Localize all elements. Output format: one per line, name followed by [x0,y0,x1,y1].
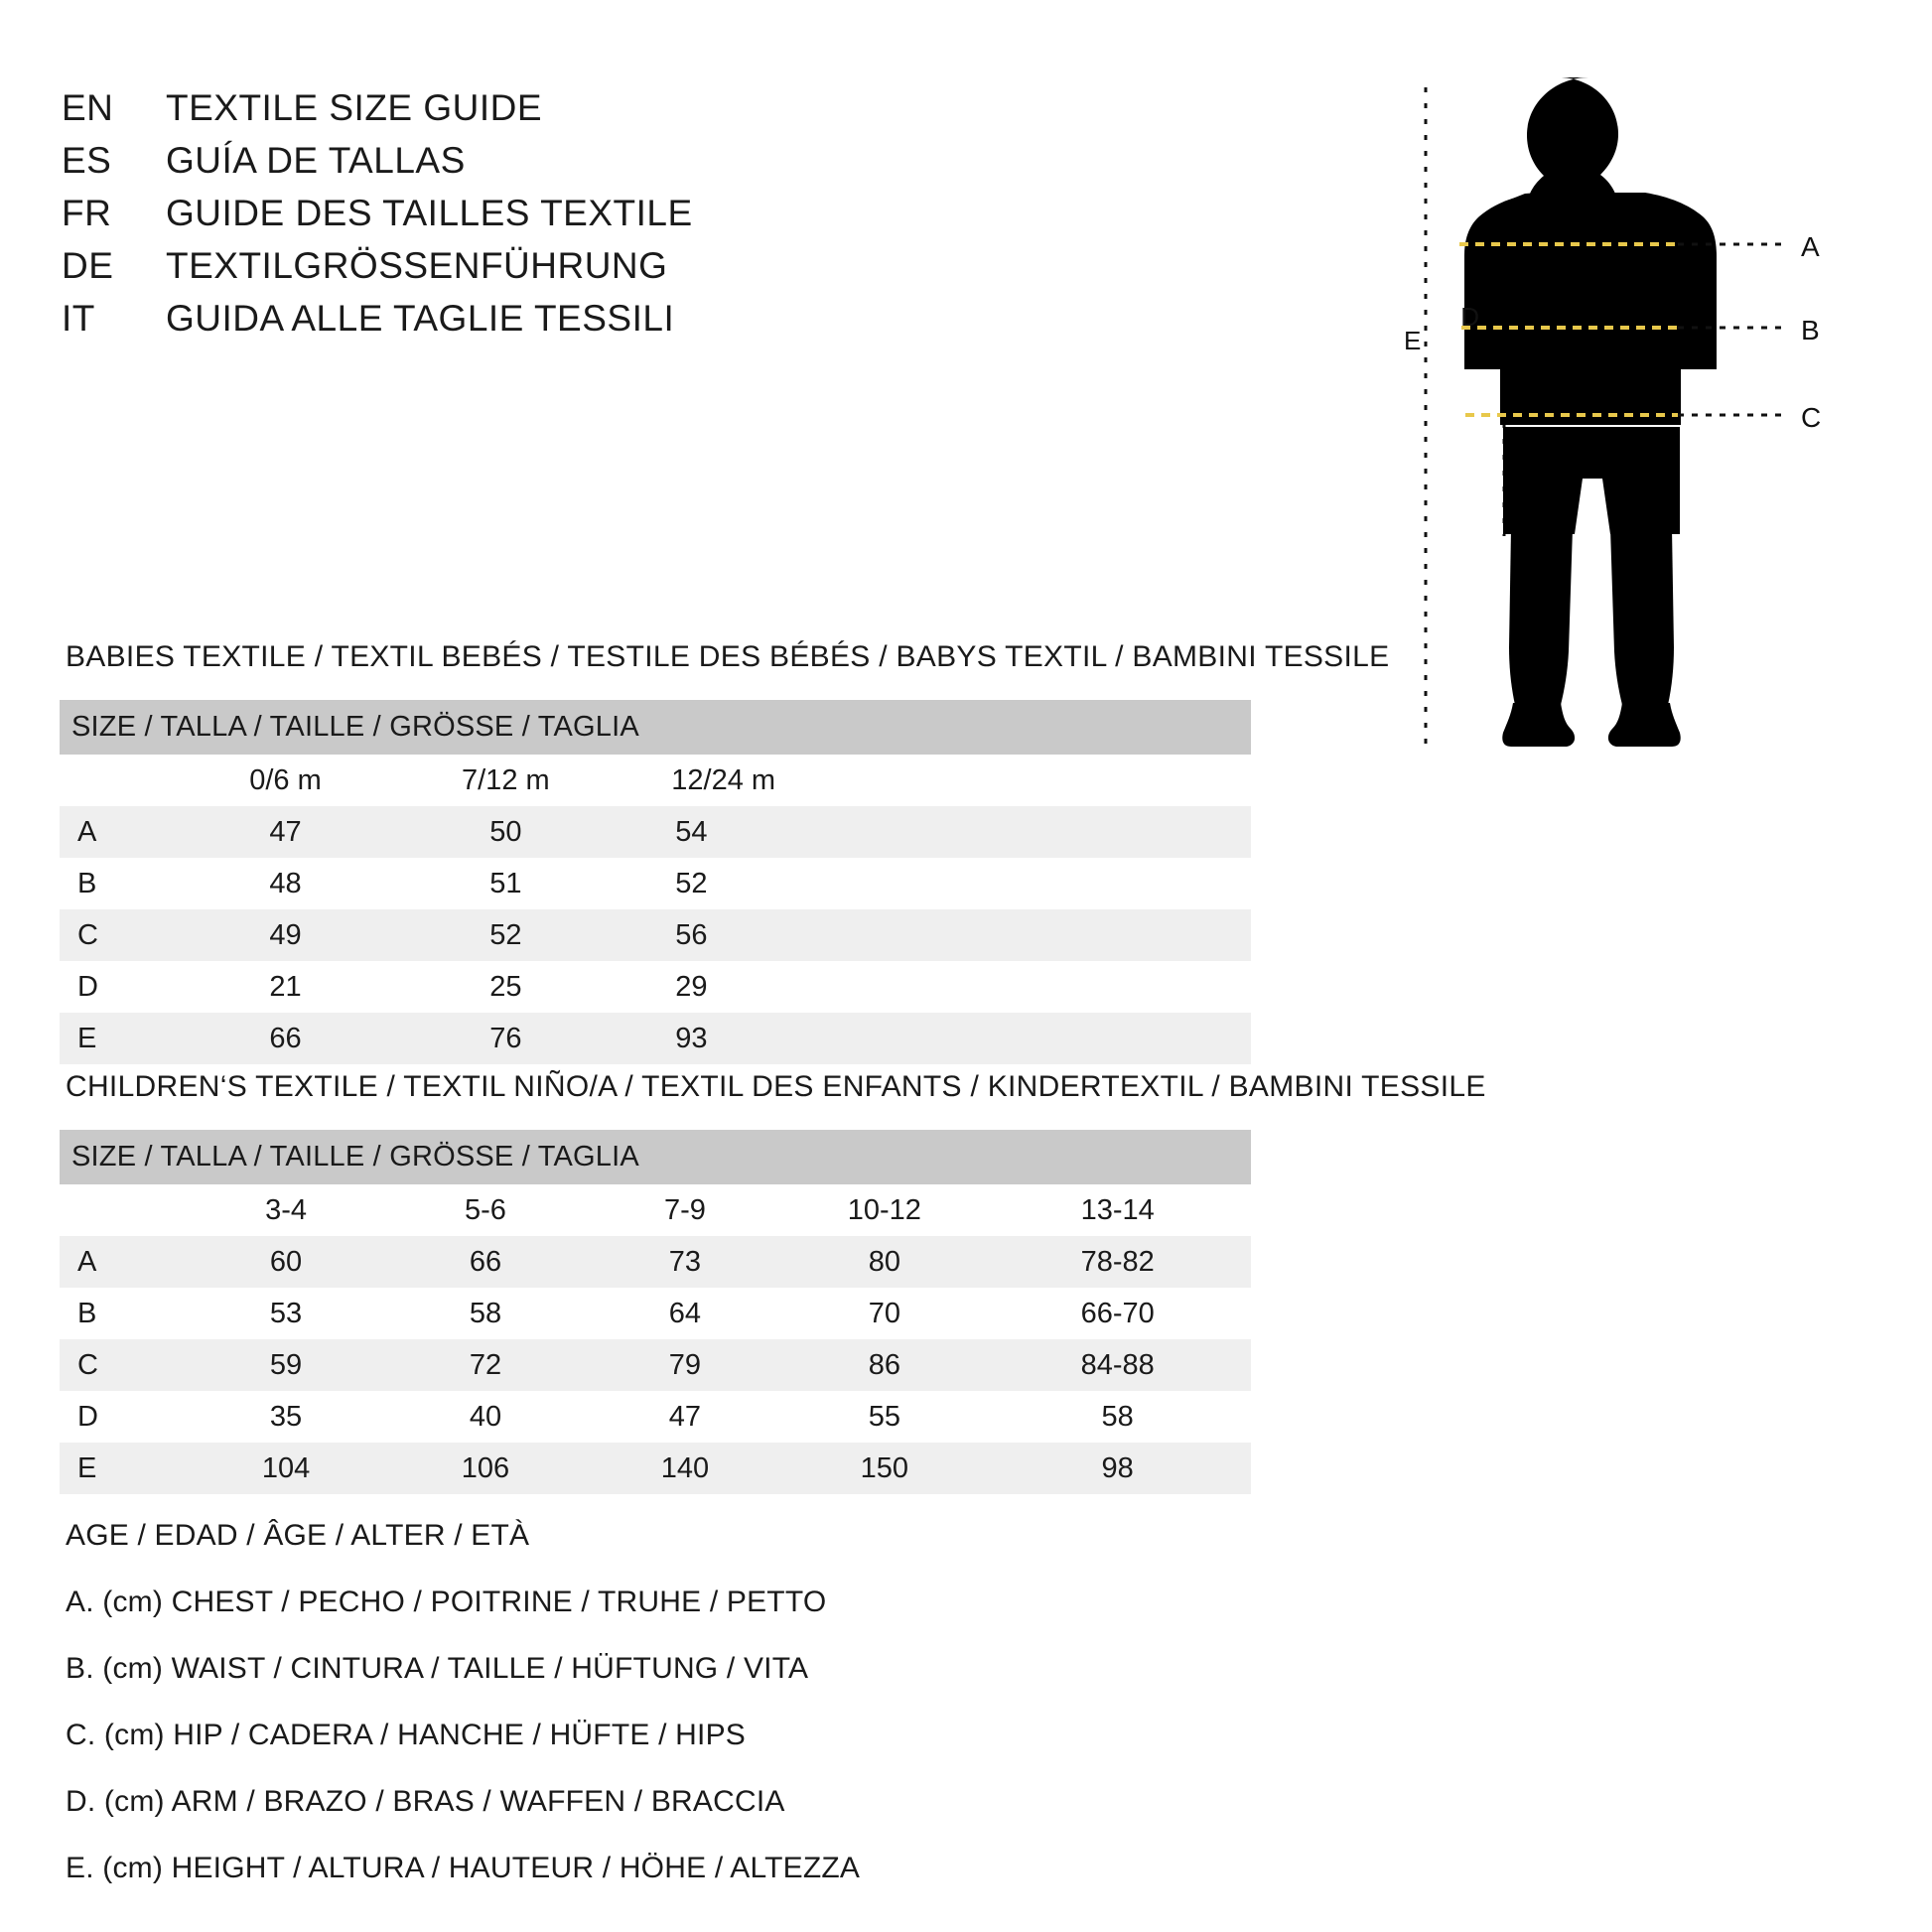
body-measurement-figure [1400,69,1886,764]
marker-label-d: D [1460,302,1479,332]
marker-label-a: A [1801,231,1820,262]
cell: 58 [386,1288,586,1339]
title-lang-fr: FR [62,193,112,233]
row-label: B [60,858,176,909]
title-row-en [62,87,1104,129]
cell: 48 [176,858,396,909]
table-row [60,1236,1251,1288]
legend-line-b: B. (cm) WAIST / CINTURA / TAILLE / HÜFTUNG / VITA [66,1652,809,1685]
title-text-en: TEXTILE SIZE GUIDE [166,87,543,128]
cell: 86 [784,1339,984,1391]
row-label: A [60,806,176,858]
cell: 60 [187,1236,386,1288]
cell: 49 [176,909,396,961]
babies-size-table [60,700,1251,1064]
row-label: A [60,1236,187,1288]
title-block [62,87,1104,350]
cell: 47 [585,1391,784,1443]
title-row-es [62,140,1104,182]
children-size-table [60,1130,1251,1494]
child-silhouette-icon [1400,69,1886,764]
table-header-row [60,1184,1251,1236]
babies-bar-label: SIZE / TALLA / TAILLE / GRÖSSE / TAGLIA [60,700,1251,755]
babies-col-2: 12/24 m [616,755,1251,806]
measurement-legend [66,1519,1257,1918]
cell: 29 [616,961,1251,1013]
cell: 106 [386,1443,586,1494]
cell: 21 [176,961,396,1013]
table-row [60,1391,1251,1443]
children-col-0: 3-4 [187,1184,386,1236]
cell: 70 [784,1288,984,1339]
row-label: B [60,1288,187,1339]
row-label: E [60,1013,176,1064]
cell: 79 [585,1339,784,1391]
legend-line-c: C. (cm) HIP / CADERA / HANCHE / HÜFTE / HIPS [66,1719,746,1751]
header-blank [60,755,176,806]
header-blank [60,1184,187,1236]
children-col-3: 10-12 [784,1184,984,1236]
babies-section-heading: BABIES TEXTILE / TEXTIL BEBÉS / TESTILE DES BÉBÉS / BABYS TEXTIL / BAMBINI TESSILE [66,640,1390,673]
table-row [60,858,1251,909]
row-label: C [60,909,176,961]
legend-line-age: AGE / EDAD / ÂGE / ALTER / ETÀ [66,1519,530,1552]
table-row [60,961,1251,1013]
title-lang-es: ES [62,140,112,181]
babies-col-0: 0/6 m [176,755,396,806]
row-label: C [60,1339,187,1391]
cell: 76 [395,1013,616,1064]
title-text-es: GUÍA DE TALLAS [166,140,466,181]
cell: 64 [585,1288,784,1339]
cell: 150 [784,1443,984,1494]
cell: 47 [176,806,396,858]
cell: 55 [784,1391,984,1443]
row-label: D [60,1391,187,1443]
table-header-row [60,755,1251,806]
cell: 25 [395,961,616,1013]
table-row [60,1443,1251,1494]
cell: 56 [616,909,1251,961]
table-row [60,1013,1251,1064]
cell: 66 [176,1013,396,1064]
table-row [60,806,1251,858]
title-text-de: TEXTILGRÖSSENFÜHRUNG [166,245,668,286]
legend-line-e: E. (cm) HEIGHT / ALTURA / HAUTEUR / HÖHE / ALTEZZA [66,1852,861,1884]
title-row-fr [62,193,1104,234]
cell: 78-82 [984,1236,1251,1288]
title-lang-en: EN [62,87,114,128]
cell: 84-88 [984,1339,1251,1391]
cell: 98 [984,1443,1251,1494]
cell: 35 [187,1391,386,1443]
cell: 80 [784,1236,984,1288]
table-bar-row [60,1130,1251,1184]
table-row [60,909,1251,961]
legend-line-d: D. (cm) ARM / BRAZO / BRAS / WAFFEN / BRACCIA [66,1785,785,1818]
children-col-4: 13-14 [984,1184,1251,1236]
title-text-it: GUIDA ALLE TAGLIE TESSILI [166,298,675,339]
title-row-de [62,245,1104,287]
table-bar-row [60,700,1251,755]
cell: 40 [386,1391,586,1443]
cell: 72 [386,1339,586,1391]
cell: 93 [616,1013,1251,1064]
cell: 54 [616,806,1251,858]
table-row [60,1339,1251,1391]
title-text-fr: GUIDE DES TAILLES TEXTILE [166,193,693,233]
row-label: E [60,1443,187,1494]
children-section-heading: CHILDREN‘S TEXTILE / TEXTIL NIÑO/A / TEXTIL DES ENFANTS / KINDERTEXTIL / BAMBINI TESSILE [66,1070,1486,1103]
cell: 52 [616,858,1251,909]
table-row [60,1288,1251,1339]
children-col-2: 7-9 [585,1184,784,1236]
cell: 66-70 [984,1288,1251,1339]
title-lang-it: IT [62,298,95,339]
cell: 51 [395,858,616,909]
marker-label-e: E [1404,326,1422,355]
cell: 104 [187,1443,386,1494]
cell: 52 [395,909,616,961]
cell: 66 [386,1236,586,1288]
legend-line-a: A. (cm) CHEST / PECHO / POITRINE / TRUHE / PETTO [66,1586,827,1618]
cell: 140 [585,1443,784,1494]
marker-label-c: C [1801,402,1822,433]
cell: 50 [395,806,616,858]
marker-label-b: B [1801,315,1820,345]
title-lang-de: DE [62,245,114,286]
row-label: D [60,961,176,1013]
cell: 58 [984,1391,1251,1443]
children-col-1: 5-6 [386,1184,586,1236]
cell: 53 [187,1288,386,1339]
cell: 73 [585,1236,784,1288]
cell: 59 [187,1339,386,1391]
silhouette-shape [1464,77,1717,747]
babies-col-1: 7/12 m [395,755,616,806]
children-bar-label: SIZE / TALLA / TAILLE / GRÖSSE / TAGLIA [60,1130,1251,1184]
title-row-it [62,298,1104,340]
